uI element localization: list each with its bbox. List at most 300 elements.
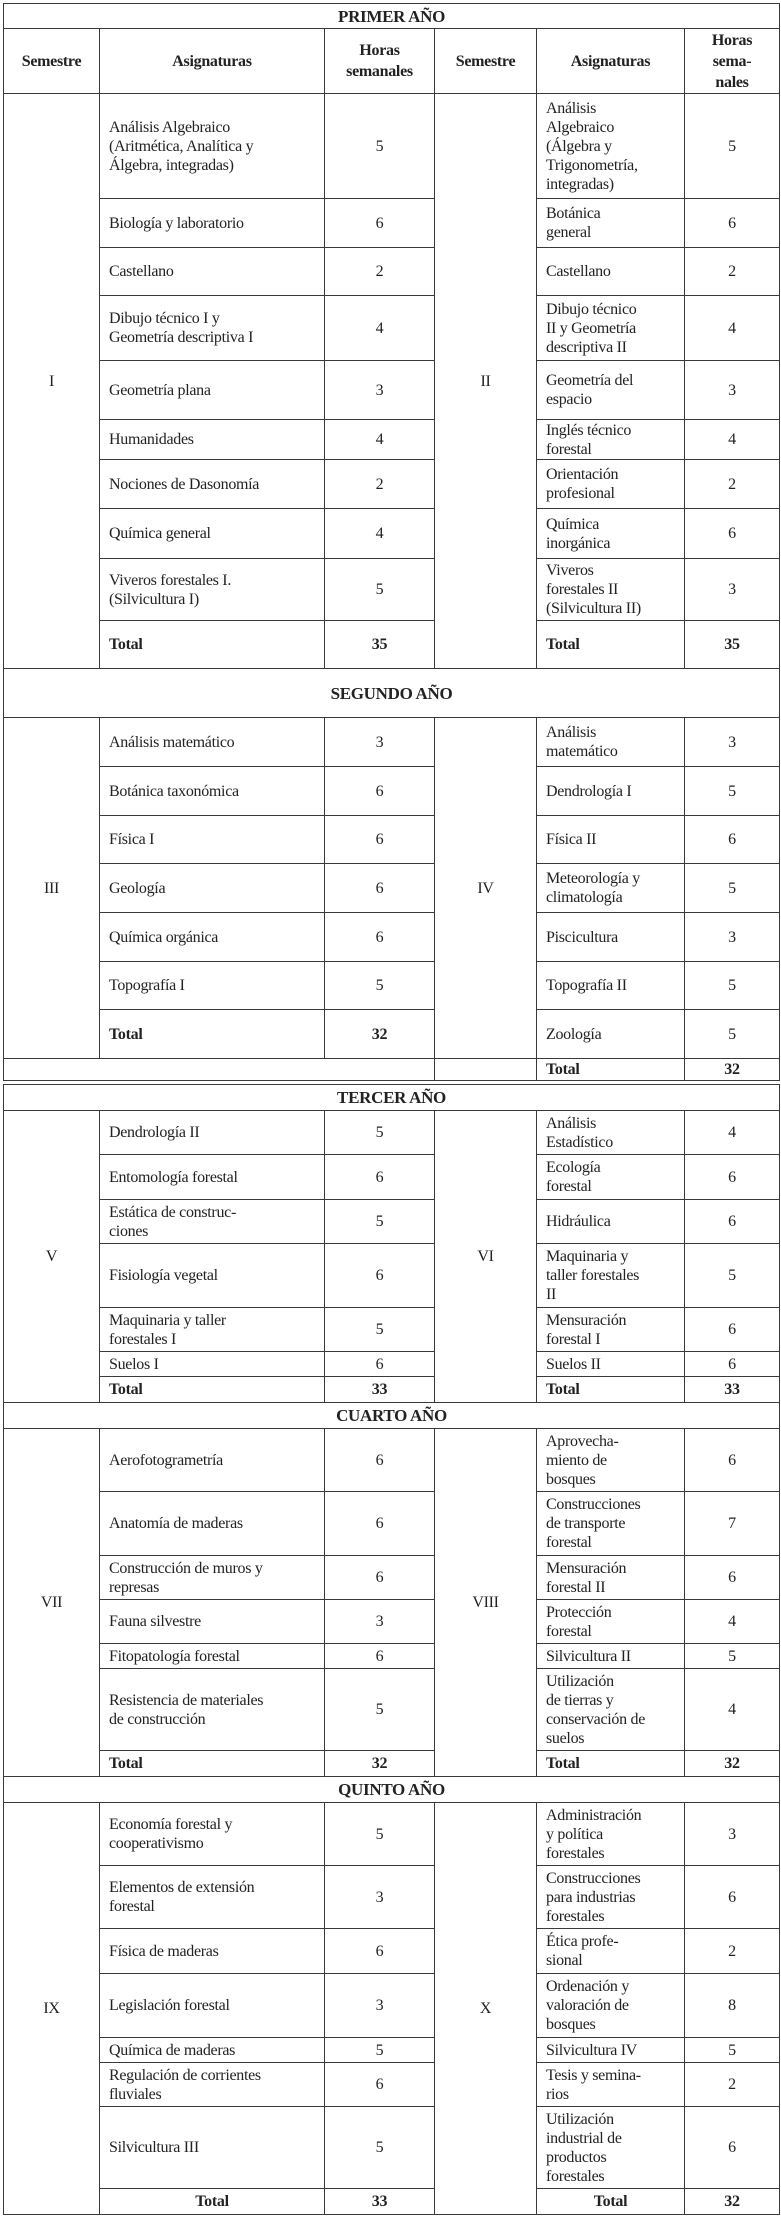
subject-hours-text: 2	[728, 475, 736, 493]
semester-cell-text: VII	[40, 1594, 63, 1611]
year-header	[3, 668, 780, 718]
subject-name-text: Dibujo técnico I y Geometría descriptiva I	[109, 310, 254, 346]
subject-name-text: Hidráulica	[546, 1213, 611, 1230]
subject-name	[99, 93, 325, 199]
subject-hours	[684, 1351, 780, 1377]
subject-name-text: Física de maderas	[109, 1942, 219, 1960]
subject-name	[536, 508, 685, 559]
column-header-subjects	[536, 28, 685, 94]
subject-name-text: Meteorología y climatología	[546, 870, 640, 906]
subject-hours	[324, 360, 435, 420]
total-hours	[324, 620, 435, 669]
subject-hours	[684, 508, 780, 559]
total-hours-text: 32	[371, 1025, 388, 1043]
subject-name	[536, 295, 685, 361]
subject-hours-text: 6	[728, 831, 736, 848]
subject-hours	[324, 961, 435, 1010]
subject-name-text: Anatomía de maderas	[109, 1515, 243, 1532]
subject-hours-text: 6	[375, 1647, 384, 1665]
column-header-hours	[684, 28, 780, 94]
subject-hours-text: 5	[728, 879, 736, 897]
semester-cell-text: IV	[477, 879, 494, 897]
subject-name-text: Mensuración forestal I	[546, 1311, 627, 1348]
subject-hours	[324, 1307, 435, 1352]
subject-hours-text: 6	[728, 1321, 736, 1338]
subject-hours-text: 6	[728, 214, 736, 232]
subject-hours-text: 6	[375, 928, 384, 946]
subject-hours	[324, 1351, 435, 1377]
subject-hours	[684, 863, 780, 913]
total-hours-text: 33	[371, 1381, 388, 1398]
subject-hours-text: 4	[375, 431, 384, 448]
subject-name	[536, 1928, 685, 1974]
subject-name-text: Nociones de Dasonomía	[109, 475, 260, 493]
subject-name	[99, 1865, 325, 1929]
subject-name-text: Aprovecha- miento de bosques	[546, 1432, 619, 1488]
subject-hours-text: 3	[375, 733, 384, 751]
subject-hours-text: 6	[728, 1451, 736, 1469]
subject-name-text: Fitopatología forestal	[109, 1647, 240, 1665]
subject-hours	[684, 1599, 780, 1644]
total-hours-text: 32	[724, 2193, 740, 2210]
subject-hours	[324, 2106, 435, 2189]
subject-name	[536, 1154, 685, 1200]
year-header-text: QUINTO AÑO	[338, 1780, 445, 1799]
subject-name-text: Suelos I	[109, 1355, 159, 1373]
subject-name	[99, 1643, 325, 1669]
subject-name-text: Mensuración forestal II	[546, 1559, 627, 1596]
subject-name-text: Maquinaria y taller forestales II	[546, 1248, 640, 1303]
subject-hours-text: 6	[375, 1569, 384, 1586]
subject-name	[99, 1110, 325, 1155]
semester-cell	[3, 717, 100, 1059]
subject-hours	[684, 717, 780, 767]
subject-hours	[684, 459, 780, 509]
subject-hours-text: 6	[375, 1451, 384, 1469]
total-label	[536, 1750, 685, 1777]
subject-hours-text: 8	[728, 1997, 736, 2014]
subject-name-text: Análisis Algebraico (Aritmética, Analítica y Álgebra, integradas)	[109, 118, 254, 174]
total-label-text: Total	[546, 1755, 580, 1772]
subject-hours-text: 6	[375, 782, 384, 800]
subject-name	[536, 766, 685, 816]
semester-cell	[434, 93, 537, 669]
semester-cell-text: I	[48, 372, 55, 390]
subject-hours	[324, 419, 435, 460]
subject-hours-text: 4	[728, 319, 736, 337]
column-header-subjects-text: Asignaturas	[570, 52, 651, 70]
subject-hours-text: 6	[728, 1168, 736, 1186]
subject-hours-text: 2	[728, 2076, 736, 2093]
subject-name	[536, 1599, 685, 1644]
semester-cell	[3, 1428, 100, 1777]
semester-cell-text: III	[43, 879, 60, 897]
semester-cell	[3, 1802, 100, 2215]
subject-hours-text: 5	[375, 1321, 384, 1338]
subject-name	[99, 1199, 325, 1244]
subject-hours	[324, 1928, 435, 1974]
subject-hours-text: 3	[728, 581, 736, 598]
subject-name	[536, 912, 685, 962]
subject-name-text: Piscicultura	[546, 928, 618, 946]
subject-name-text: Humanidades	[109, 431, 194, 448]
subject-name	[99, 2062, 325, 2107]
year-header	[3, 1402, 780, 1429]
subject-name-text: Análisis Estadístico	[546, 1114, 613, 1151]
subject-hours	[324, 766, 435, 816]
subject-name-text: Geometría del espacio	[546, 372, 634, 408]
subject-hours-text: 4	[728, 431, 736, 448]
subject-name	[536, 1351, 685, 1377]
subject-hours-text: 5	[375, 1124, 384, 1141]
subject-name-text: Física II	[546, 831, 597, 848]
subject-hours	[684, 247, 780, 296]
subject-name	[99, 2106, 325, 2189]
year-header	[3, 3, 780, 29]
subject-hours	[324, 1110, 435, 1155]
year-header	[3, 1776, 780, 1803]
subject-name	[536, 2062, 685, 2107]
semester-cell	[434, 1110, 537, 1403]
subject-hours	[324, 2062, 435, 2107]
semester-cell-text: VI	[477, 1248, 494, 1265]
subject-name-text: Ecología forestal	[546, 1159, 601, 1195]
subject-name	[536, 1668, 685, 1751]
subject-name-text: Análisis matemático	[109, 733, 235, 751]
subject-name-text: Dibujo técnico II y Geometría descriptiva II	[546, 300, 637, 356]
subject-hours-text: 4	[728, 1613, 736, 1630]
subject-name	[99, 1307, 325, 1352]
semester-cell	[434, 1428, 537, 1777]
total-hours	[684, 1376, 780, 1403]
subject-name-text: Análisis Algebraico (Álgebra y Trigonometría, integradas)	[546, 99, 638, 193]
semester-cell	[434, 1802, 537, 2215]
subject-hours-text: 3	[728, 733, 736, 751]
subject-hours	[324, 2037, 435, 2063]
subject-hours	[684, 558, 780, 621]
subject-name-text: Aerofotogrametría	[109, 1451, 223, 1469]
subject-name-text: Construcciones para industrias forestales	[546, 1869, 641, 1925]
subject-hours	[684, 419, 780, 460]
subject-hours-text: 4	[375, 319, 384, 337]
total-hours-text: 33	[371, 2193, 388, 2210]
subject-hours-text: 5	[375, 581, 384, 598]
semester-cell	[434, 717, 537, 1059]
year-header	[3, 1084, 780, 1111]
subject-name	[99, 1491, 325, 1556]
subject-name	[536, 1973, 685, 2038]
subject-name-text: Estática de construc- ciones	[109, 1203, 236, 1240]
total-hours-text: 32	[724, 1061, 740, 1078]
subject-name	[536, 1802, 685, 1866]
subject-name-text: Dendrología II	[109, 1124, 200, 1141]
total-label-text: Total	[109, 1381, 143, 1398]
subject-hours-text: 4	[728, 1124, 736, 1141]
semester-cell-text: V	[45, 1248, 58, 1265]
subject-hours-text: 5	[728, 1647, 736, 1665]
subject-name-text: Ordenación y valoración de bosques	[546, 1978, 630, 2033]
subject-name-text: Viveros forestales I. (Silvicultura I)	[109, 571, 232, 608]
subject-name	[536, 1555, 685, 1600]
subject-name	[536, 1643, 685, 1669]
total-label	[99, 1750, 325, 1777]
subject-hours	[684, 1802, 780, 1866]
subject-hours	[684, 1491, 780, 1556]
subject-hours-text: 3	[375, 1997, 384, 2014]
subject-name	[536, 1199, 685, 1244]
total-hours	[684, 1058, 780, 1081]
total-label-text: Total	[546, 636, 580, 653]
semester-cell	[3, 93, 100, 669]
subject-hours	[324, 93, 435, 199]
subject-hours	[684, 1428, 780, 1492]
subject-hours	[684, 360, 780, 420]
total-hours-text: 33	[724, 1381, 740, 1398]
total-hours	[324, 1750, 435, 1777]
subject-hours-text: 2	[728, 263, 736, 280]
subject-name-text: Fauna silvestre	[109, 1613, 201, 1630]
subject-hours	[324, 863, 435, 913]
subject-name	[536, 1110, 685, 1155]
total-hours	[684, 1750, 780, 1777]
subject-hours-text: 6	[375, 1355, 384, 1373]
subject-hours	[324, 558, 435, 621]
subject-name-text: Protección forestal	[546, 1603, 612, 1640]
subject-hours-text: 6	[375, 1942, 384, 1960]
subject-name	[99, 1668, 325, 1751]
subject-hours-text: 6	[728, 2139, 736, 2156]
subject-hours	[324, 912, 435, 962]
subject-hours	[324, 1599, 435, 1644]
year-header-text: TERCER AÑO	[337, 1088, 446, 1107]
subject-hours-text: 3	[375, 1613, 384, 1630]
subject-hours	[684, 1928, 780, 1974]
subject-name	[536, 961, 685, 1010]
subject-hours-text: 5	[375, 977, 384, 994]
subject-hours	[324, 1154, 435, 1200]
subject-hours-text: 2	[375, 475, 384, 493]
subject-name	[536, 815, 685, 864]
subject-hours	[684, 1555, 780, 1600]
subject-name	[536, 863, 685, 913]
subject-name	[536, 2037, 685, 2063]
subject-name	[99, 198, 325, 248]
total-label-text: Total	[109, 1025, 143, 1043]
subject-hours	[684, 2037, 780, 2063]
subject-hours-text: 6	[375, 831, 384, 848]
empty-cell	[3, 1058, 435, 1081]
subject-hours-text: 6	[728, 1213, 736, 1230]
subject-name	[99, 295, 325, 361]
subject-hours	[684, 1307, 780, 1352]
subject-name-text: Dendrología I	[546, 782, 632, 800]
total-label-text: Total	[546, 1381, 580, 1398]
subject-hours-text: 6	[375, 1267, 384, 1284]
total-label-text: Total	[109, 636, 143, 653]
total-hours	[324, 2188, 435, 2215]
subject-hours	[684, 1973, 780, 2038]
subject-hours	[324, 1865, 435, 1929]
semester-cell-text: IX	[43, 2000, 60, 2017]
subject-name-text: Viveros forestales II (Silvicultura II)	[546, 562, 641, 617]
subject-name	[99, 1428, 325, 1492]
subject-name	[99, 961, 325, 1010]
subject-hours-text: 3	[728, 928, 736, 946]
empty-cell	[434, 1058, 537, 1081]
year-header-text: SEGUNDO AÑO	[330, 683, 453, 703]
subject-name-text: Utilización industrial de productos forestales	[546, 2110, 622, 2185]
subject-hours-text: 6	[375, 214, 384, 232]
subject-hours-text: 6	[728, 525, 736, 542]
subject-hours	[324, 1243, 435, 1308]
subject-name	[99, 717, 325, 767]
semester-cell-text: X	[479, 2000, 492, 2017]
subject-hours	[324, 247, 435, 296]
subject-name-text: Topografía II	[546, 977, 627, 994]
subject-hours-text: 5	[375, 1825, 384, 1843]
total-hours	[684, 620, 780, 669]
total-label	[536, 1058, 685, 1081]
subject-name-text: Administración y política forestales	[546, 1806, 642, 1862]
subject-name-text: Biología y laboratorio	[109, 214, 244, 232]
subject-name-text: Utilización de tierras y conservación de suelos	[546, 1672, 646, 1747]
subject-hours-text: 4	[375, 525, 384, 542]
subject-hours	[684, 1643, 780, 1669]
subject-name-text: Topografía I	[109, 977, 185, 994]
column-header-semester-text: Semestre	[21, 52, 82, 70]
subject-name	[99, 1154, 325, 1200]
subject-hours-text: 5	[375, 1213, 384, 1230]
subject-name-text: Construcciones de transporte forestal	[546, 1496, 641, 1551]
subject-name-text: Suelos II	[546, 1355, 601, 1373]
subject-name	[99, 508, 325, 559]
subject-hours	[324, 1199, 435, 1244]
subject-name-text: Tesis y semina- rios	[546, 2066, 641, 2103]
subject-name-text: Física I	[109, 831, 155, 848]
subject-hours	[684, 295, 780, 361]
subject-hours	[684, 198, 780, 248]
column-header-hours-text: Horas semanales	[346, 42, 413, 80]
total-label	[99, 1376, 325, 1403]
subject-hours	[324, 295, 435, 361]
subject-hours-text: 5	[375, 2139, 384, 2156]
subject-hours-text: 5	[728, 137, 736, 155]
subject-name	[99, 1802, 325, 1866]
subject-hours-text: 2	[375, 263, 384, 280]
subject-name-text: Maquinaria y taller forestales I	[109, 1311, 226, 1348]
subject-name-text: Orientación profesional	[546, 466, 619, 502]
subject-name-text: Construcción de muros y represas	[109, 1559, 263, 1596]
column-header-semester	[434, 28, 537, 94]
semester-cell-text: VIII	[472, 1594, 499, 1611]
subject-name-text: Regulación de corrientes fluviales	[109, 2066, 261, 2103]
subject-name-text: Zoología	[546, 1025, 602, 1043]
subject-hours	[324, 1555, 435, 1600]
subject-name	[99, 459, 325, 509]
subject-name	[99, 1973, 325, 2038]
total-hours-text: 35	[371, 636, 388, 653]
subject-hours-text: 5	[375, 137, 384, 155]
total-label-text: Total	[546, 1061, 580, 1078]
subject-name-text: Geometría plana	[109, 381, 211, 399]
subject-name-text: Botánica general	[546, 205, 601, 241]
column-header-semester	[3, 28, 100, 94]
subject-name	[99, 1599, 325, 1644]
subject-hours-text: 6	[375, 1168, 384, 1186]
subject-hours	[324, 198, 435, 248]
total-hours	[684, 2188, 780, 2215]
total-label-text: Total	[109, 1755, 143, 1772]
subject-hours-text: 2	[728, 1942, 736, 1960]
subject-hours-text: 6	[728, 1355, 736, 1373]
subject-hours	[684, 766, 780, 816]
subject-name-text: Química orgánica	[109, 928, 219, 946]
semester-cell-text: II	[480, 372, 491, 390]
subject-name	[99, 1243, 325, 1308]
subject-hours	[684, 1865, 780, 1929]
subject-hours	[324, 508, 435, 559]
subject-hours-text: 5	[728, 2041, 736, 2059]
subject-hours	[684, 1668, 780, 1751]
subject-name-text: Química general	[109, 525, 211, 542]
subject-name	[99, 863, 325, 913]
total-hours	[324, 1009, 435, 1059]
subject-name-text: Análisis matemático	[546, 724, 618, 760]
total-hours-text: 32	[724, 1755, 740, 1772]
subject-name	[536, 2106, 685, 2189]
subject-name	[536, 1491, 685, 1556]
subject-name-text: Entomología forestal	[109, 1168, 238, 1186]
subject-hours-text: 7	[728, 1515, 736, 1532]
subject-name	[536, 1865, 685, 1929]
subject-name	[536, 419, 685, 460]
subject-name	[99, 360, 325, 420]
subject-hours	[324, 1491, 435, 1556]
subject-hours	[324, 1428, 435, 1492]
subject-hours	[684, 961, 780, 1010]
total-label-text: Total	[593, 2193, 628, 2210]
subject-hours-text: 6	[728, 1888, 736, 1906]
subject-hours	[324, 1643, 435, 1669]
year-header-text: CUARTO AÑO	[336, 1406, 447, 1425]
subject-hours-text: 6	[375, 2076, 384, 2093]
subject-hours-text: 5	[728, 782, 736, 800]
subject-name	[536, 198, 685, 248]
subject-name-text: Elementos de extensión forestal	[109, 1879, 255, 1915]
subject-name-text: Ética profe- sional	[546, 1933, 619, 1969]
subject-hours	[684, 912, 780, 962]
subject-name-text: Química inorgánica	[546, 515, 611, 552]
subject-hours-text: 5	[728, 1267, 736, 1284]
total-label	[99, 2188, 325, 2215]
column-header-subjects	[99, 28, 325, 94]
subject-name	[99, 2037, 325, 2063]
subject-hours-text: 3	[375, 381, 384, 399]
subject-hours-text: 3	[375, 1888, 384, 1906]
subject-hours-text: 6	[728, 1569, 736, 1586]
subject-hours	[684, 2106, 780, 2189]
subject-hours	[684, 93, 780, 199]
subject-name	[536, 1243, 685, 1308]
subject-name	[99, 1928, 325, 1974]
subject-hours-text: 6	[375, 879, 384, 897]
subject-hours	[684, 1110, 780, 1155]
subject-hours-text: 3	[728, 381, 736, 399]
total-hours-text: 35	[724, 636, 740, 653]
subject-name	[99, 815, 325, 864]
subject-name	[99, 247, 325, 296]
column-header-semester-text: Semestre	[455, 52, 516, 70]
